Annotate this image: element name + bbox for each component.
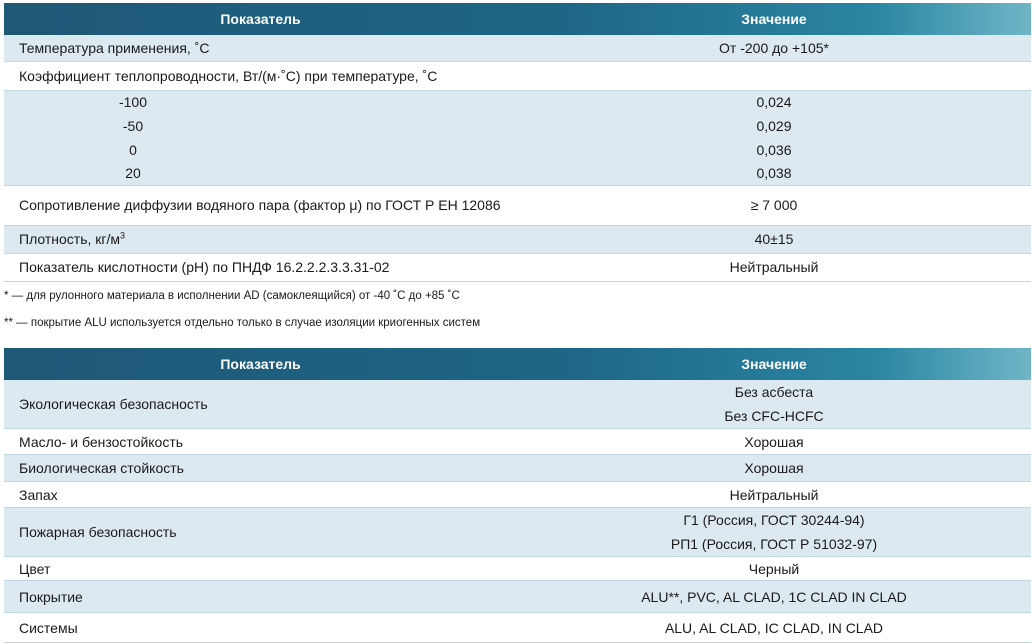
row-label: Масло- и бензостойкость [4,429,517,455]
temp-value: -100 [118,94,148,111]
table-row [4,253,1031,281]
header-indicator: Показатель [220,356,301,372]
temp-value: -50 [122,118,144,134]
header-indicator: Показатель [220,11,301,27]
row-value: Без асбеста Без CFC-HCFC [517,380,1031,429]
row-label: Сопротивление диффузии водяного пара (фактор μ) по ГОСТ Р ЕН 12086 [4,185,517,225]
table-row [4,508,1031,557]
row-label: Экологическая безопасность [4,380,517,429]
table-row [4,429,1031,455]
table-row [4,455,1031,482]
table-row [4,380,1031,429]
table-row [4,581,1031,613]
table-row [4,61,1031,90]
table-row [4,90,1031,114]
row-value: Нейтральный [517,253,1031,281]
footnote-1: * — для рулонного материала в исполнении AD (самоклеящийся) от -40 ˚С до +85 ˚С [4,290,460,302]
properties-table-2 [4,348,1031,643]
table-row [4,114,1031,138]
row-label: Системы [4,613,517,643]
row-label: Пожарная безопасность [4,508,517,557]
row-label: Покрытие [4,581,517,613]
superscript: 3 [120,230,126,241]
row-value: Нейтральный [517,482,1031,508]
header-value: Значение [741,11,807,27]
row-label: Цвет [4,557,517,581]
table-row [4,162,1031,185]
row-label: Показатель кислотности (pH) по ПНДФ 16.2.2.2.3.3.31-02 [4,253,517,281]
table-row [4,482,1031,508]
table-row [4,557,1031,581]
row-value: Г1 (Россия, ГОСТ 30244-94) РП1 (Россия, ГОСТ Р 51032-97) [517,508,1031,557]
conductivity-value: 0,024 [517,90,1031,114]
row-label: Запах [4,482,517,508]
row-value: Хорошая [517,429,1031,455]
table-row [4,35,1031,61]
conductivity-value: 0,029 [517,114,1031,138]
row-label: Температура применения, ˚С [4,35,517,61]
table-row [4,613,1031,643]
row-label: Коэффициент теплопроводности, Вт/(м·˚С) при температуре, ˚С [4,61,517,90]
row-value: Хорошая [517,455,1031,482]
row-label: Плотность, $кг/м^3$ [4,225,517,253]
conductivity-value: 0,036 [517,138,1031,162]
row-value: ALU, AL CLAD, IC CLAD, IN CLAD [517,613,1031,643]
table-row [4,225,1031,253]
conductivity-value: 0,038 [517,162,1031,185]
table-row [4,185,1031,225]
row-value: ALU**, PVC, AL CLAD, 1C CLAD IN CLAD [517,581,1031,613]
table-row [4,138,1031,162]
row-value: ≥ 7 000 [517,185,1031,225]
temp-value: 0 [129,142,137,158]
row-value: 40±15 [517,225,1031,253]
footnote-2: ** — покрытие ALU используется отдельно только в случае изоляции криогенных систем [4,317,481,329]
header-value: Значение [741,356,807,372]
row-value: От -200 до +105* [517,35,1031,61]
properties-table-1 [4,3,1031,282]
table-header [4,3,1031,35]
temp-value: 20 [125,165,141,182]
table-header [4,348,1031,380]
row-label: Биологическая стойкость [4,455,517,482]
row-value: Черный [517,557,1031,581]
